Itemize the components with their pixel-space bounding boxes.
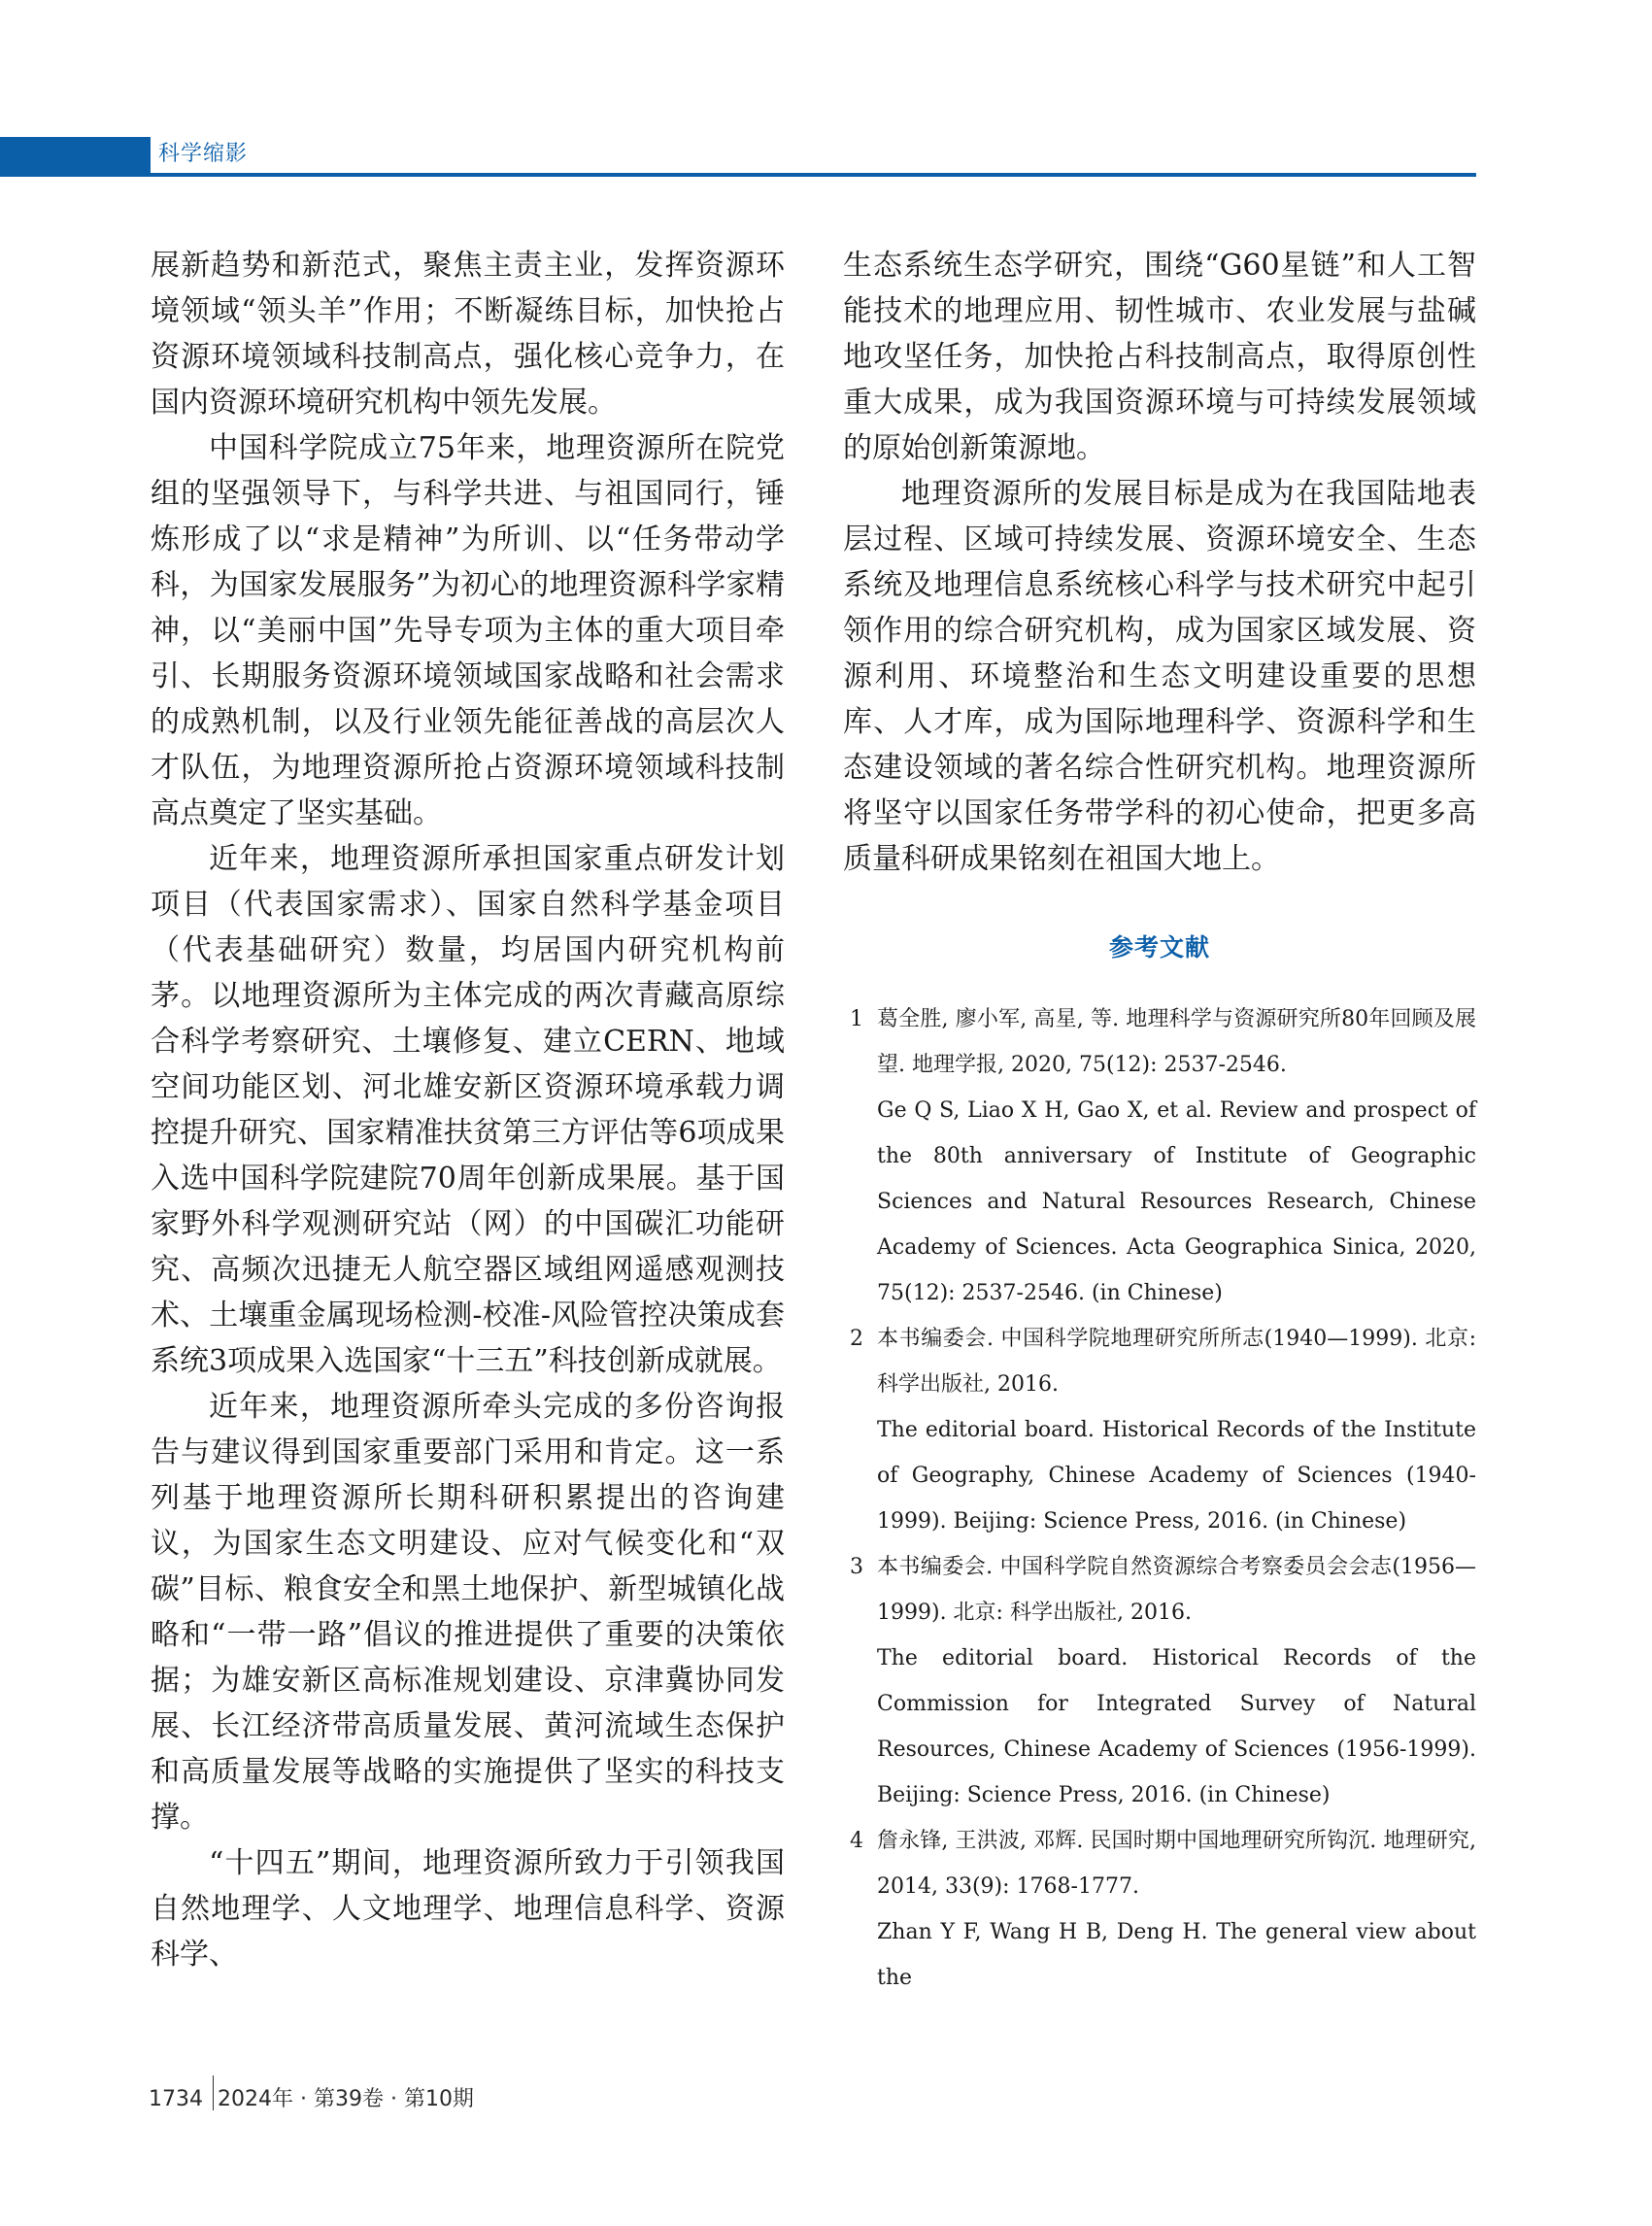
reference-number: 1: [850, 1007, 863, 1031]
reference-english: Zhan Y F, Wang H B, Deng H. The general view about the: [877, 1920, 1476, 1990]
reference-english: The editorial board. Historical Records of the Institute of Geography, Chinese Academy of Sciences (1940-1999). Beijing: Science Press, 2016. (in Chinese): [877, 1418, 1476, 1534]
reference-chinese: 本书编委会. 中国科学院地理研究所所志(1940—1999). 北京: 科学出版社, 2016.: [877, 1327, 1476, 1397]
reference-chinese: 詹永锋, 王洪波, 邓辉. 民国时期中国地理研究所钩沉. 地理研究, 2014, 33(9): 1768-1777.: [877, 1829, 1476, 1899]
paragraph: 地理资源所的发展目标是成为在我国陆地表层过程、区域可持续发展、资源环境安全、生态系统及地理信息系统核心科学与技术研究中起引领作用的综合研究机构，成为国家区域发展、资源利用、环境整治和生态文明建设重要的思想库、人才库，成为国际地理科学、资源科学和生态建设领域的著名综合性研究机构。地理资源所将坚守以国家任务带学科的初心使命，把更多高质量科研成果铭刻在祖国大地上。: [843, 477, 1476, 876]
left-column: [151, 243, 785, 1977]
reference-item: [843, 1544, 1476, 1818]
header-color-block: [0, 137, 151, 177]
reference-item: [843, 1818, 1476, 2001]
reference-chinese: 葛全胜, 廖小军, 高星, 等. 地理科学与资源研究所80年回顾及展望. 地理学报, 2020, 75(12): 2537-2546.: [877, 1007, 1476, 1077]
references-heading: 参考文献: [1108, 933, 1210, 961]
footer-divider: [213, 2075, 214, 2110]
page-number: 1734: [149, 2087, 203, 2111]
reference-item: [843, 1316, 1476, 1544]
section-title: 科学缩影: [158, 142, 249, 166]
paragraph: 中国科学院成立75年来，地理资源所在院党组的坚强领导下，与科学共进、与祖国同行，锤炼形成了以“求是精神”为所训、以“任务带动学科，为国家发展服务”为初心的地理资源科学家精神，以“美丽中国”先导专项为主体的重大项目牵引、长期服务资源环境领域国家战略和社会需求的成熟机制，以及行业领先能征善战的高层次人才队伍，为地理资源所抢占资源环境领域科技制高点奠定了坚实基础。: [151, 431, 785, 830]
page-footer: [149, 2074, 474, 2110]
paragraph: 近年来，地理资源所牵头完成的多份咨询报告与建议得到国家重要部门采用和肯定。这一系列基于地理资源所长期科研积累提出的咨询建议，为国家生态文明建设、应对气候变化和“双碳”目标、粮食安全和黑土地保护、新型城镇化战略和“一带一路”倡议的推进提供了重要的决策依据；为雄安新区高标准规划建设、京津冀协同发展、长江经济带高质量发展、黄河流域生态保护和高质量发展等战略的实施提供了坚实的科技支撑。: [151, 1390, 785, 1835]
paragraph: “十四五”期间，地理资源所致力于引领我国自然地理学、人文地理学、地理信息科学、资源科学、: [151, 1846, 785, 1972]
reference-item: [843, 996, 1476, 1316]
issue-info: 2024年 · 第39卷 · 第10期: [218, 2087, 474, 2111]
reference-english: Ge Q S, Liao X H, Gao X, et al. Review and prospect of the 80th anniversary of Institute of Geographic Sciences and Natural Resources Research, Chinese Academy of Sciences. Acta Geographica Sinica, 2020, 75(12): 2537-2546. (in Chinese): [877, 1098, 1476, 1305]
paragraph: 生态系统生态学研究，围绕“G60星链”和人工智能技术的地理应用、韧性城市、农业发展与盐碱地攻坚任务，加快抢占科技制高点，取得原创性重大成果，成为我国资源环境与可持续发展领域的原始创新策源地。: [843, 249, 1476, 465]
reference-english: The editorial board. Historical Records of the Commission for Integrated Survey of Natural Resources, Chinese Academy of Sciences (1956-1999). Beijing: Science Press, 2016. (in Chinese): [877, 1646, 1476, 1807]
header-rule: [151, 173, 1476, 177]
paragraph: 近年来，地理资源所承担国家重点研发计划项目（代表国家需求）、国家自然科学基金项目（代表基础研究）数量，均居国内研究机构前茅。以地理资源所为主体完成的两次青藏高原综合科学考察研究、土壤修复、建立CERN、地域空间功能区划、河北雄安新区资源环境承载力调控提升研究、国家精准扶贫第三方评估等6项成果入选中国科学院建院70周年创新成果展。基于国家野外科学观测研究站（网）的中国碳汇功能研究、高频次迅捷无人航空器区域组网遥感观测技术、土壤重金属现场检测-校准-风险管控决策成套系统3项成果入选国家“十三五”科技创新成就展。: [151, 842, 785, 1378]
right-column: [843, 243, 1476, 2001]
paragraph: 展新趋势和新范式，聚焦主责主业，发挥资源环境领域“领头羊”作用；不断凝练目标，加快抢占资源环境领域科技制高点，强化核心竞争力，在国内资源环境研究机构中领先发展。: [151, 249, 785, 420]
reference-list: [843, 996, 1476, 2001]
reference-number: 3: [850, 1555, 863, 1579]
reference-number: 4: [850, 1829, 863, 1853]
reference-number: 2: [850, 1327, 863, 1351]
reference-chinese: 本书编委会. 中国科学院自然资源综合考察委员会会志(1956—1999). 北京: 科学出版社, 2016.: [877, 1555, 1476, 1625]
